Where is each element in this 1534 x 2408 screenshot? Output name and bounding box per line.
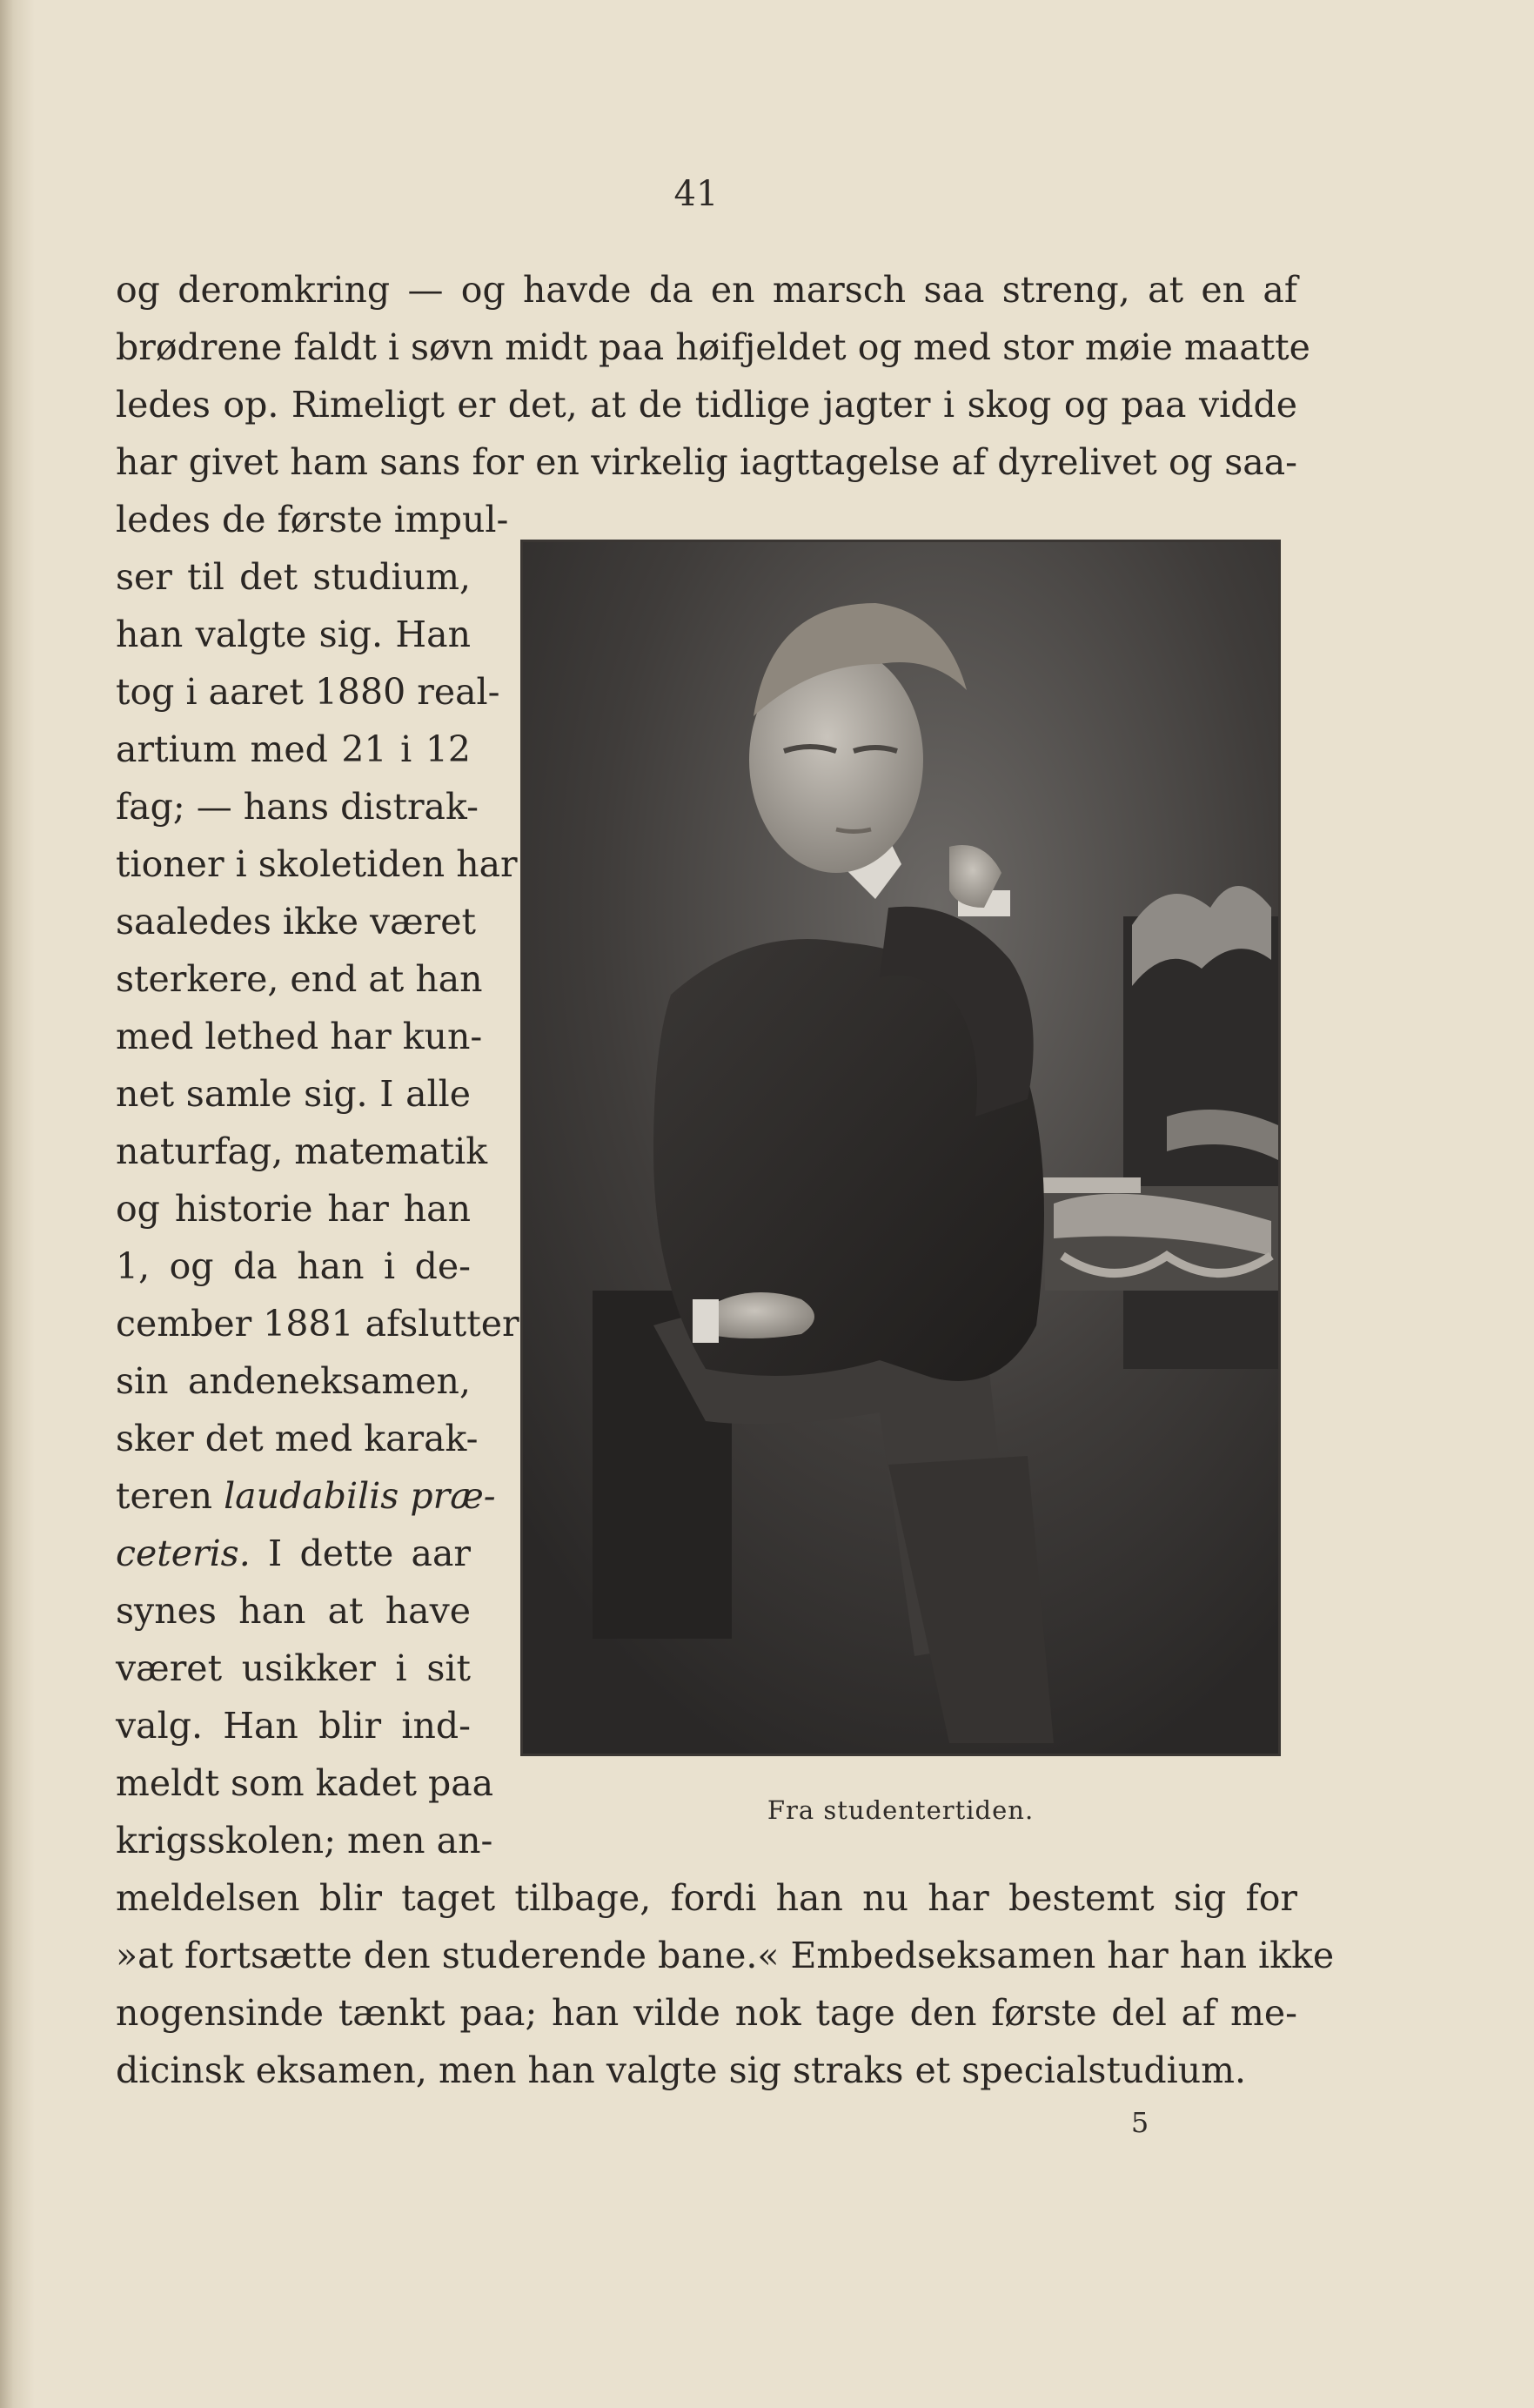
text-line: og historie har han bbox=[116, 1188, 471, 1230]
page-binding-shadow bbox=[0, 0, 35, 2408]
text-line: nogensinde tænkt paa; han vilde nok tage den første del af me- bbox=[116, 1992, 1297, 2034]
portrait-image bbox=[523, 542, 1278, 1754]
text-line: meldt som kadet paa bbox=[116, 1762, 494, 1804]
text-line: ser til det studium, bbox=[116, 556, 471, 598]
text-line-italic bbox=[116, 1467, 496, 1525]
portrait-photo bbox=[520, 540, 1281, 1756]
text-line: og deromkring — og havde da en marsch saa streng, at en af bbox=[116, 269, 1297, 311]
text-line: meldelsen blir taget tilbage, fordi han nu har bestemt sig for bbox=[116, 1877, 1297, 1919]
text-line: sker det med karak- bbox=[116, 1418, 479, 1459]
text-span: I dette aar bbox=[268, 1533, 471, 1574]
text-line: artium med 21 i 12 bbox=[116, 728, 471, 770]
page-number: 41 bbox=[673, 174, 719, 214]
text-line: har givet ham sans for en virkelig iagttagelse af dyrelivet og saa- bbox=[116, 441, 1297, 483]
text-line: været usikker i sit bbox=[116, 1647, 471, 1689]
text-line: sin andeneksamen, bbox=[116, 1360, 471, 1402]
text-line: synes han at have bbox=[116, 1590, 471, 1632]
text-line: valg. Han blir ind- bbox=[116, 1705, 471, 1747]
text-line: krigsskolen; men an- bbox=[116, 1820, 493, 1861]
text-line: fag; — hans distrak- bbox=[116, 786, 479, 828]
text-line: 1, og da han i de- bbox=[116, 1245, 471, 1287]
text-line: »at fortsætte den studerende bane.« Embedseksamen har han ikke bbox=[116, 1935, 1335, 1976]
latin-phrase: ceteris. bbox=[116, 1533, 251, 1574]
text-line: brødrene faldt i søvn midt paa høifjeldet og med stor møie maatte bbox=[116, 326, 1310, 368]
text-line: han valgte sig. Han bbox=[116, 614, 471, 655]
text-line-italic bbox=[116, 1525, 471, 1582]
text-line: ledes op. Rimeligt er det, at de tidlige jagter i skog og paa vidde bbox=[116, 384, 1297, 426]
text-line: tioner i skoletiden har bbox=[116, 843, 518, 885]
photo-caption: Fra studentertiden. bbox=[767, 1795, 1035, 1825]
text-line: ledes de første impul- bbox=[116, 499, 509, 540]
text-line: tog i aaret 1880 real- bbox=[116, 671, 500, 713]
latin-phrase: laudabilis præ- bbox=[224, 1475, 496, 1517]
text-line: dicinsk eksamen, men han valgte sig straks et specialstudium. bbox=[116, 2049, 1247, 2091]
text-line: med lethed har kun- bbox=[116, 1016, 483, 1057]
text-span: teren bbox=[116, 1475, 213, 1517]
text-line: naturfag, matematik bbox=[116, 1130, 488, 1172]
printer-signature-mark: 5 bbox=[1130, 2106, 1149, 2139]
text-line: sterkere, end at han bbox=[116, 958, 483, 1000]
text-line: net samle sig. I alle bbox=[116, 1073, 471, 1115]
text-line: saaledes ikke været bbox=[116, 901, 477, 942]
text-line: cember 1881 afslutter bbox=[116, 1303, 519, 1345]
